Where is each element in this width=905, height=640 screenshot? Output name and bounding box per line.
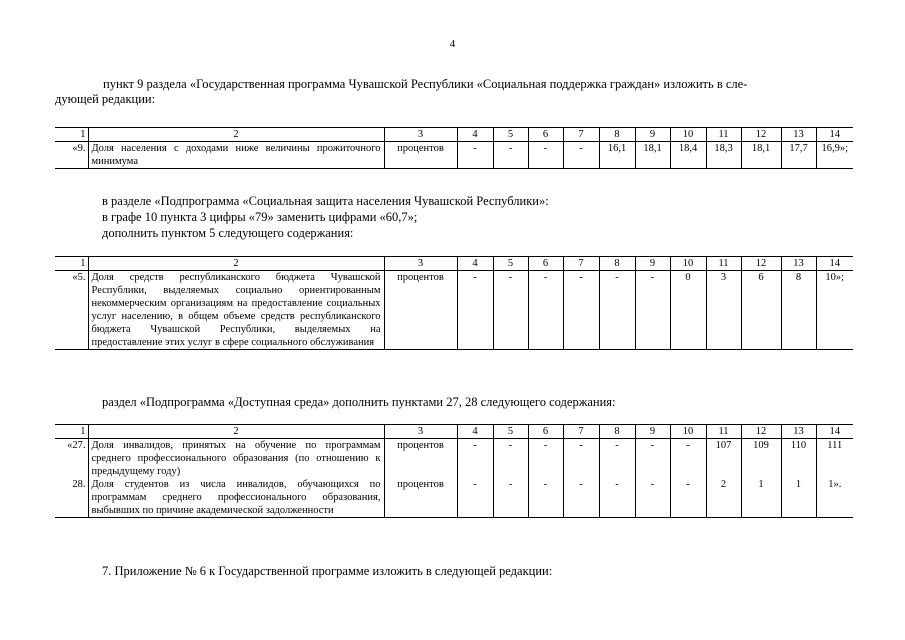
indicator-name: Доля населения с доходами ниже величины прожиточного минимума <box>88 142 384 169</box>
table-header-row <box>55 128 853 142</box>
value-cell: 1 <box>781 478 816 518</box>
value-cell: 16,1 <box>599 142 635 169</box>
section-line: в разделе «Подпрограмма «Социальная защита населения Чувашской Республики»: <box>102 194 549 208</box>
intro-paragraph <box>55 77 848 107</box>
column-number: 9 <box>635 425 670 439</box>
column-number: 6 <box>528 425 563 439</box>
section-line: дополнить пунктом 5 следующего содержания: <box>102 226 354 240</box>
value-cell: - <box>670 439 706 479</box>
column-number: 3 <box>384 425 457 439</box>
value-cell: 10»; <box>816 271 853 350</box>
value-cell: 2 <box>706 478 741 518</box>
value-cell: - <box>563 478 599 518</box>
value-cell: - <box>457 142 493 169</box>
column-number: 10 <box>670 128 706 142</box>
table-row <box>55 142 853 169</box>
value-cell: 6 <box>741 271 781 350</box>
value-cell: 18,3 <box>706 142 741 169</box>
intro-line: пункт 9 раздела «Государственная программа Чувашской Республики «Социальная поддержка граждан» изложить в сле- <box>103 77 748 91</box>
table-item-9 <box>55 127 853 169</box>
value-cell: 110 <box>781 439 816 479</box>
section-line: раздел «Подпрограмма «Доступная среда» дополнить пунктами 27, 28 следующего содержания: <box>102 395 616 409</box>
value-cell: 0 <box>670 271 706 350</box>
value-cell: - <box>493 439 528 479</box>
column-number: 7 <box>563 128 599 142</box>
row-number: «5. <box>55 271 88 350</box>
column-number: 1 <box>55 257 88 271</box>
section-appendix-6 <box>102 564 842 579</box>
table-header-row <box>55 425 853 439</box>
column-number: 12 <box>741 257 781 271</box>
column-number: 5 <box>493 257 528 271</box>
column-number: 14 <box>816 425 853 439</box>
value-cell: 18,1 <box>741 142 781 169</box>
column-number: 10 <box>670 425 706 439</box>
column-number: 2 <box>88 425 384 439</box>
unit-cell: процентов <box>384 478 457 518</box>
column-number: 4 <box>457 425 493 439</box>
value-cell: - <box>635 478 670 518</box>
column-number: 11 <box>706 128 741 142</box>
column-number: 13 <box>781 425 816 439</box>
value-cell: - <box>528 478 563 518</box>
column-number: 14 <box>816 257 853 271</box>
column-number: 7 <box>563 257 599 271</box>
value-cell: - <box>493 142 528 169</box>
value-cell: 18,1 <box>635 142 670 169</box>
value-cell: - <box>599 271 635 350</box>
section-social-protection <box>102 193 842 241</box>
value-cell: - <box>563 142 599 169</box>
value-cell: - <box>457 271 493 350</box>
value-cell: 111 <box>816 439 853 479</box>
value-cell: - <box>528 439 563 479</box>
column-number: 1 <box>55 425 88 439</box>
value-cell: 1 <box>741 478 781 518</box>
column-number: 12 <box>741 128 781 142</box>
table-row <box>55 478 853 518</box>
table-item-5 <box>55 256 853 350</box>
value-cell: - <box>635 439 670 479</box>
column-number: 2 <box>88 128 384 142</box>
value-cell: 1». <box>816 478 853 518</box>
column-number: 4 <box>457 257 493 271</box>
value-cell: - <box>670 478 706 518</box>
column-number: 11 <box>706 425 741 439</box>
value-cell: - <box>457 478 493 518</box>
unit-cell: процентов <box>384 142 457 169</box>
section-line: 7. Приложение № 6 к Государственной программе изложить в следующей редакции: <box>102 564 553 578</box>
column-number: 13 <box>781 128 816 142</box>
table-header-row <box>55 257 853 271</box>
column-number: 11 <box>706 257 741 271</box>
value-cell: - <box>599 439 635 479</box>
column-number: 7 <box>563 425 599 439</box>
column-number: 6 <box>528 128 563 142</box>
page-number: 4 <box>449 38 456 50</box>
column-number: 14 <box>816 128 853 142</box>
value-cell: - <box>563 439 599 479</box>
table-row <box>55 271 853 350</box>
indicator-name: Доля средств республиканского бюджета Чувашской Республики, выделяемых социально ориентированным некоммерческим организациям на предоставление социальных услуг населению, в общем объеме средств республиканского бюджета Чувашской Республики, выделяемых на предоставление этих услуг в сфере социального обслуживания <box>88 271 384 350</box>
table-items-27-28 <box>55 424 853 518</box>
value-cell: 8 <box>781 271 816 350</box>
column-number: 3 <box>384 128 457 142</box>
column-number: 12 <box>741 425 781 439</box>
unit-cell: процентов <box>384 271 457 350</box>
value-cell: 3 <box>706 271 741 350</box>
column-number: 10 <box>670 257 706 271</box>
column-number: 6 <box>528 257 563 271</box>
row-number: «27. <box>55 439 88 479</box>
value-cell: - <box>635 271 670 350</box>
value-cell: 107 <box>706 439 741 479</box>
section-line: в графе 10 пункта 3 цифры «79» заменить цифрами «60,7»; <box>102 210 418 224</box>
column-number: 5 <box>493 128 528 142</box>
indicator-name: Доля инвалидов, принятых на обучение по программам среднего профессионального образования (по отношению к предыдущему году) <box>88 439 384 479</box>
column-number: 9 <box>635 128 670 142</box>
value-cell: - <box>528 271 563 350</box>
indicator-name: Доля студентов из числа инвалидов, обучающихся по программам среднего профессионального образования, выбывших по причине академической задолженности <box>88 478 384 518</box>
value-cell: - <box>599 478 635 518</box>
value-cell: - <box>493 271 528 350</box>
value-cell: - <box>563 271 599 350</box>
value-cell: - <box>457 439 493 479</box>
column-number: 13 <box>781 257 816 271</box>
column-number: 3 <box>384 257 457 271</box>
value-cell: 17,7 <box>781 142 816 169</box>
column-number: 1 <box>55 128 88 142</box>
value-cell: 109 <box>741 439 781 479</box>
row-number: «9. <box>55 142 88 169</box>
row-number: 28. <box>55 478 88 518</box>
value-cell: 18,4 <box>670 142 706 169</box>
value-cell: - <box>493 478 528 518</box>
section-accessible-environment <box>102 395 842 410</box>
value-cell: - <box>528 142 563 169</box>
column-number: 8 <box>599 257 635 271</box>
column-number: 8 <box>599 425 635 439</box>
column-number: 8 <box>599 128 635 142</box>
value-cell: 16,9»; <box>816 142 853 169</box>
unit-cell: процентов <box>384 439 457 479</box>
column-number: 9 <box>635 257 670 271</box>
column-number: 4 <box>457 128 493 142</box>
intro-line: дующей редакции: <box>55 92 156 106</box>
column-number: 2 <box>88 257 384 271</box>
table-row <box>55 439 853 479</box>
column-number: 5 <box>493 425 528 439</box>
